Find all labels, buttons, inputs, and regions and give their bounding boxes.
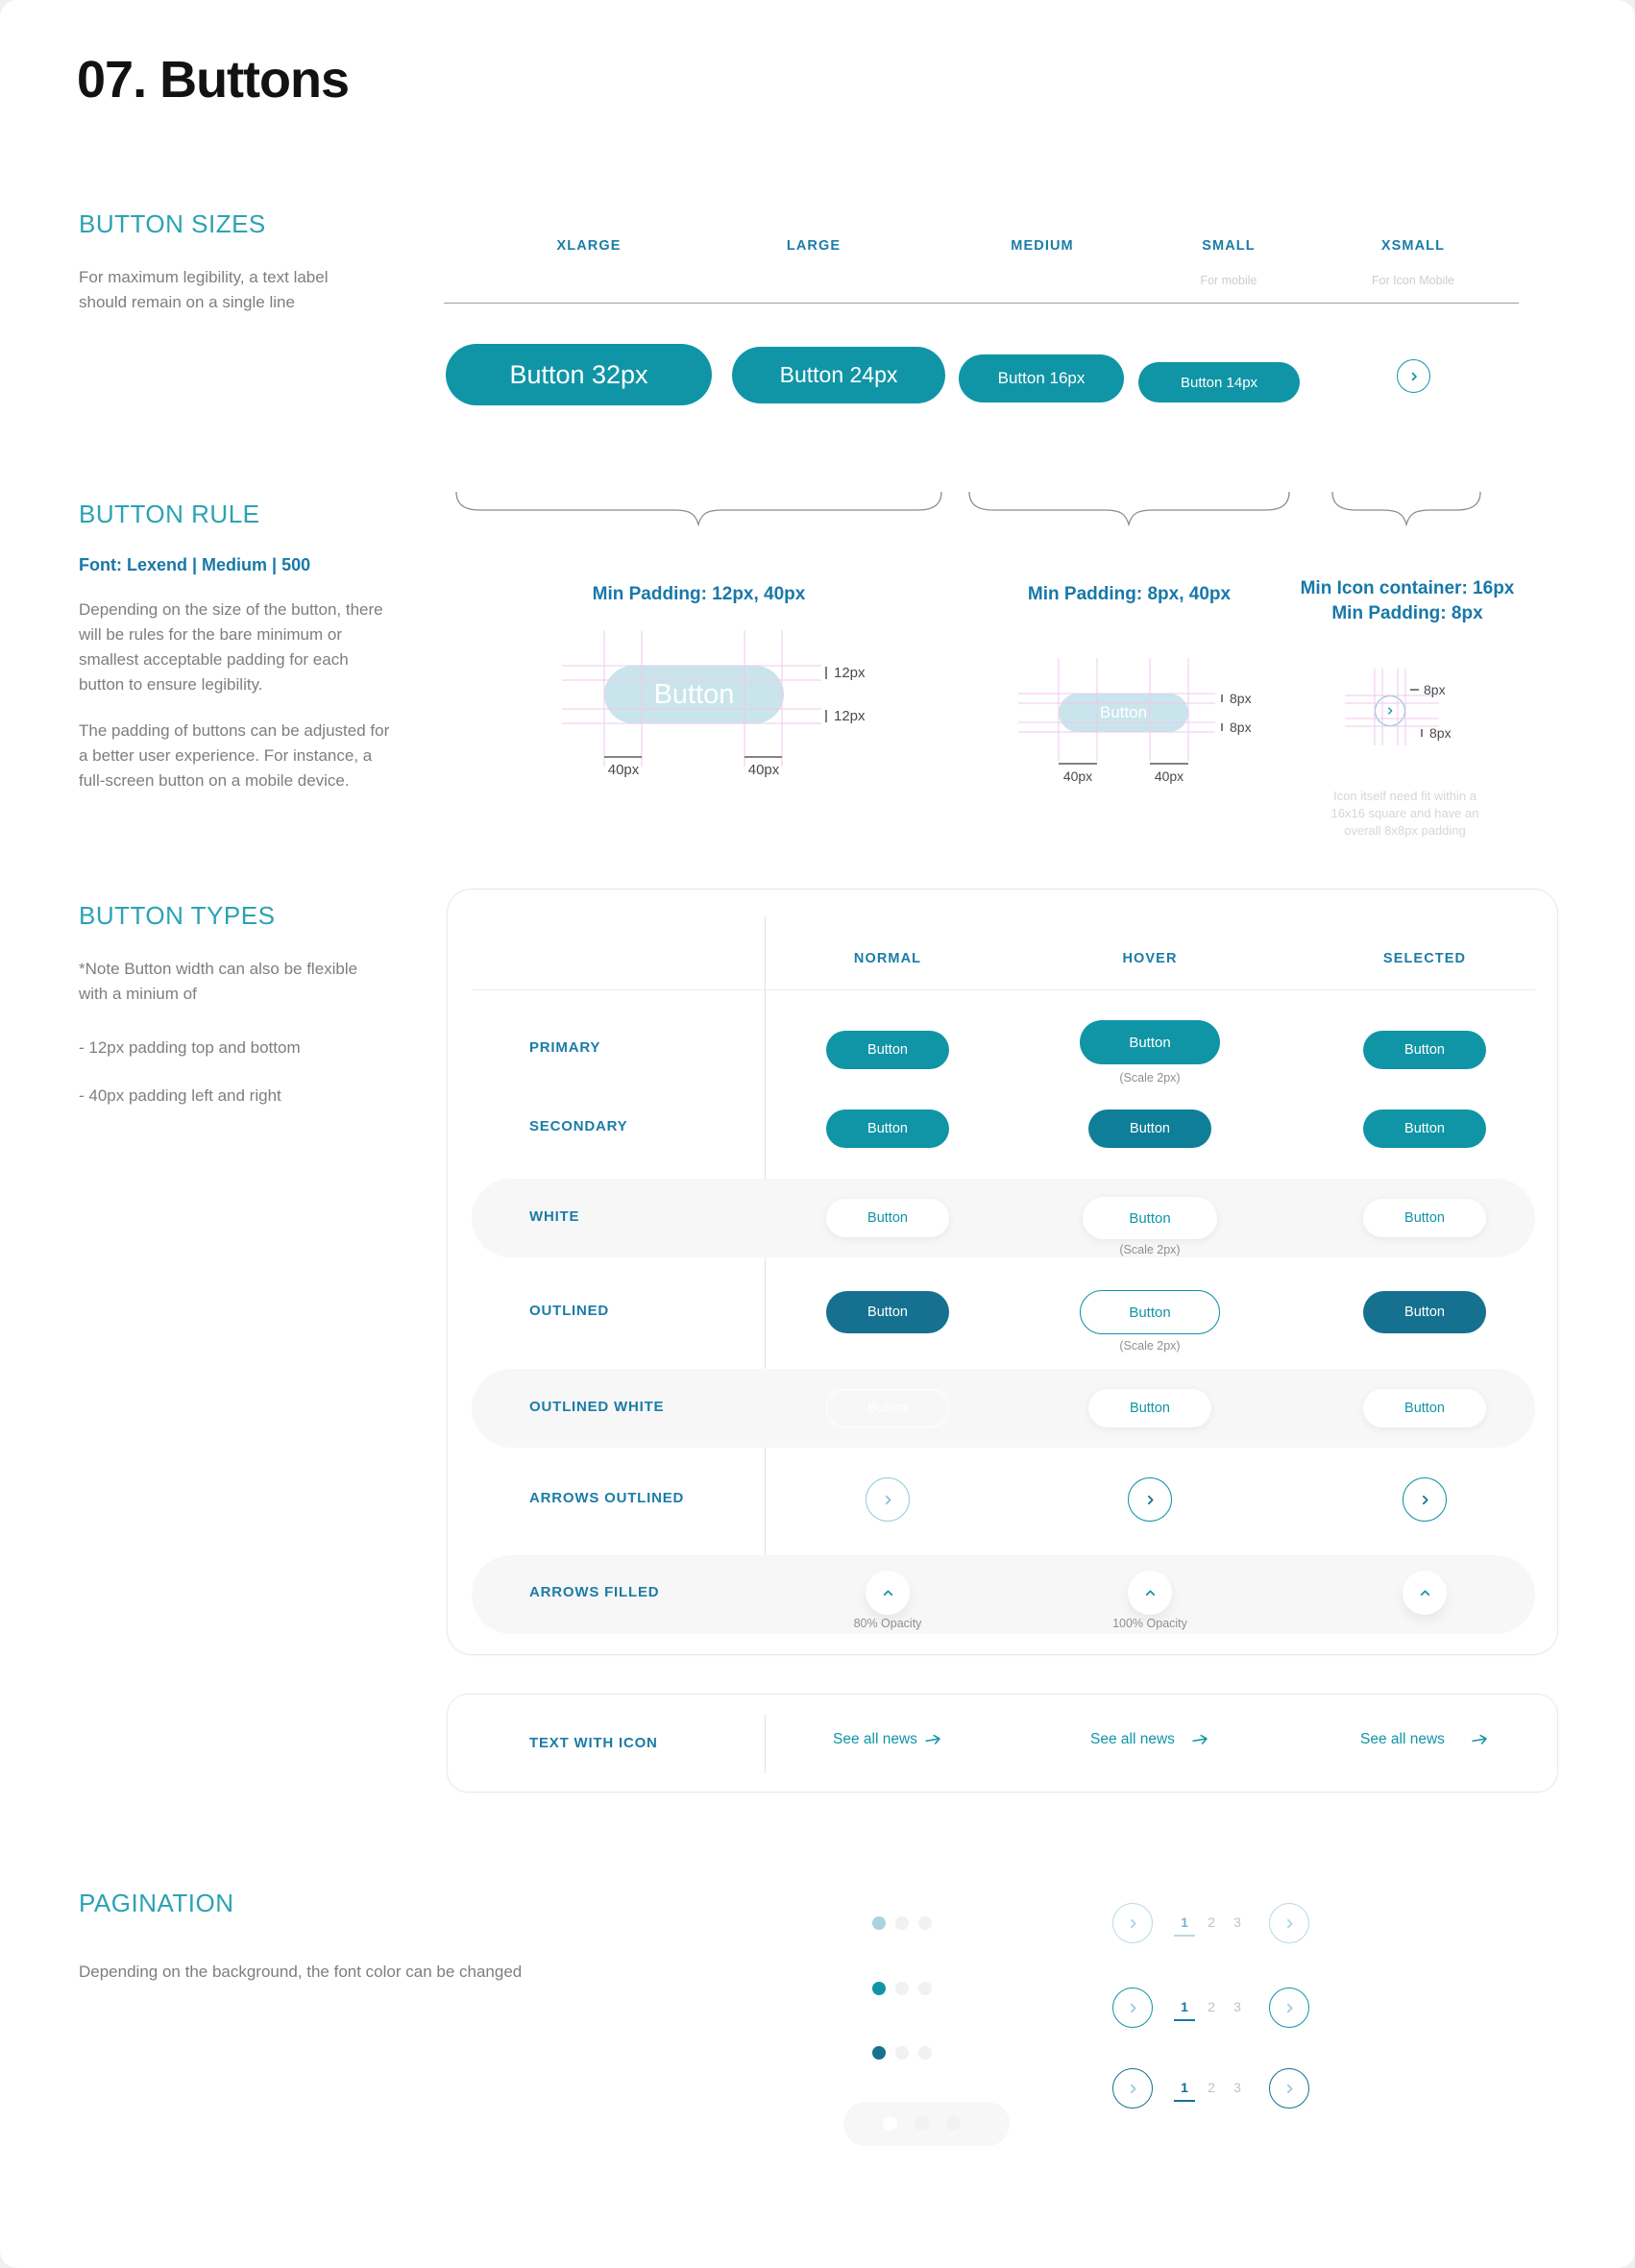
pagination-description: Depending on the background, the font color can be changed <box>79 1963 523 1981</box>
chevron-right-icon <box>1283 2083 1296 2095</box>
dot[interactable] <box>895 1916 909 1930</box>
size-column-small: SMALL <box>1202 238 1256 254</box>
padding-diagram-xlarge <box>548 622 874 791</box>
button-types-note: *Note Button width can also be flexible with a minium of <box>79 960 358 1003</box>
arrow-filled-selected-button[interactable] <box>1403 1571 1447 1615</box>
arrow-right-icon <box>1471 1732 1490 1748</box>
panel-column-divider <box>765 1714 766 1773</box>
see-all-news-link-hover[interactable]: See all news <box>1054 1731 1246 1748</box>
size-caption-xsmall: For Icon Mobile <box>1371 274 1455 287</box>
diagram-3-title: Min Icon container: 16px Min Padding: 8px <box>1300 578 1515 623</box>
chevron-right-icon <box>1283 1917 1296 1930</box>
secondary-selected-button[interactable]: Button <box>1363 1110 1486 1148</box>
prev-page-button[interactable] <box>1112 1903 1153 1943</box>
dot[interactable] <box>895 1982 909 1995</box>
secondary-hover-button[interactable]: Button <box>1088 1110 1211 1148</box>
row-label-white: WHITE <box>529 1208 580 1225</box>
page-number-1[interactable]: 1 <box>1174 1999 1195 2021</box>
arrow-outlined-hover-button[interactable] <box>1128 1477 1172 1522</box>
page-number-1[interactable]: 1 <box>1174 2080 1195 2102</box>
section-heading-button-sizes: BUTTON SIZES <box>79 209 266 238</box>
row-label-outlined-white: OUTLINED WHITE <box>529 1399 665 1415</box>
button-types-bullet-1: - 12px padding top and bottom <box>79 1038 301 1057</box>
page-title: 07. Buttons <box>77 51 350 109</box>
dot-active[interactable] <box>872 1982 886 1995</box>
dot[interactable] <box>918 1982 932 1995</box>
button-types-panel <box>447 889 1558 1655</box>
padding-guides <box>1009 634 1287 788</box>
size-header-divider <box>444 303 1519 304</box>
pad-top-label: 12px <box>834 665 866 681</box>
arrows-filled-opacity-80-caption: 80% Opacity <box>853 1617 922 1630</box>
padding-guides <box>1326 651 1527 771</box>
outlined-hover-caption: (Scale 2px) <box>1119 1339 1181 1353</box>
panel-column-divider <box>765 916 766 1627</box>
primary-selected-button[interactable]: Button <box>1363 1031 1486 1069</box>
icon-pad-top-label: 8px <box>1424 682 1446 697</box>
arrow-outlined-normal-button[interactable] <box>866 1477 910 1522</box>
dot[interactable] <box>918 1916 932 1930</box>
chevron-right-icon <box>1408 371 1420 382</box>
arrows-filled-opacity-100-caption: 100% Opacity <box>1112 1617 1187 1630</box>
pad-bottom-label: 12px <box>834 708 866 724</box>
brace-xlarge-large <box>455 492 942 530</box>
button-xlarge[interactable]: Button 32px <box>446 344 712 405</box>
chevron-up-icon <box>1144 1587 1157 1599</box>
prev-page-button[interactable] <box>1112 2068 1153 2109</box>
next-page-button[interactable] <box>1269 2068 1309 2109</box>
dot-active[interactable] <box>872 2046 886 2060</box>
arrow-outlined-selected-button[interactable] <box>1403 1477 1447 1522</box>
chevron-right-icon <box>1144 1494 1157 1506</box>
white-normal-button[interactable]: Button <box>826 1199 949 1237</box>
row-label-arrows-filled: ARROWS FILLED <box>529 1584 660 1600</box>
button-large[interactable]: Button 24px <box>732 347 945 403</box>
outlined-white-normal-button[interactable]: Button <box>826 1389 949 1427</box>
button-rule-paragraph-1: Depending on the size of the button, there will be rules for the bare minimum or smallest acceptable padding for each button to ensure legibility. <box>79 600 383 694</box>
chevron-right-icon <box>1419 1494 1431 1506</box>
button-types-bullet-2: - 40px padding left and right <box>79 1086 281 1105</box>
see-all-news-link-selected[interactable]: See all news <box>1329 1731 1521 1748</box>
icon-pad-right-label: 8px <box>1429 725 1452 741</box>
page-number-2[interactable]: 2 <box>1208 1914 1215 1930</box>
dot[interactable] <box>918 2046 932 2060</box>
row-label-text-with-icon: TEXT WITH ICON <box>529 1735 658 1751</box>
dot-pagination-teal <box>872 1982 941 2000</box>
padding-diagram-icon <box>1326 651 1527 771</box>
pad-top-label: 8px <box>1230 691 1252 706</box>
state-column-hover: HOVER <box>1122 951 1178 966</box>
pad-left-label: 40px <box>1062 768 1093 784</box>
size-column-xsmall: XSMALL <box>1380 238 1446 254</box>
state-column-selected: SELECTED <box>1382 951 1467 966</box>
row-label-primary: PRIMARY <box>529 1039 601 1056</box>
primary-normal-button[interactable]: Button <box>826 1031 949 1069</box>
size-column-medium: MEDIUM <box>1011 238 1074 254</box>
dot[interactable] <box>946 2116 961 2131</box>
button-medium[interactable]: Button 16px <box>959 354 1124 402</box>
see-all-news-link-normal[interactable]: See all news <box>792 1731 984 1748</box>
arrow-filled-hover-button[interactable] <box>1128 1571 1172 1615</box>
dot[interactable] <box>915 2116 929 2131</box>
font-spec-line: Font: Lexend | Medium | 500 <box>79 555 311 574</box>
section-heading-pagination: PAGINATION <box>79 1889 234 1917</box>
padding-diagram-medium <box>1009 634 1287 788</box>
page-number-2[interactable]: 2 <box>1208 2080 1215 2095</box>
section-heading-button-types: BUTTON TYPES <box>79 901 276 930</box>
text-with-icon-panel <box>447 1694 1558 1792</box>
dot-active[interactable] <box>883 2116 897 2131</box>
icon-diagram-note: Icon itself need fit within a 16x16 square and have an overall 8x8px padding <box>1330 789 1479 838</box>
size-column-xlarge: XLARGE <box>556 238 622 254</box>
panel-header-divider <box>472 989 1535 990</box>
outlined-selected-button[interactable]: Button <box>1363 1291 1486 1333</box>
page-number-1[interactable]: 1 <box>1174 1914 1195 1937</box>
pad-right-label: 40px <box>747 762 780 778</box>
button-xsmall-icon[interactable] <box>1397 359 1430 393</box>
padding-guides <box>548 622 874 791</box>
arrow-right-icon <box>1191 1732 1210 1748</box>
dot-pagination-light <box>872 1916 941 1935</box>
chevron-right-icon <box>882 1494 894 1506</box>
brace-medium-small <box>968 492 1290 530</box>
page-number-3[interactable]: 3 <box>1233 1999 1241 2014</box>
page-number-3[interactable]: 3 <box>1233 2080 1241 2095</box>
button-rule-paragraph-2: The padding of buttons can be adjusted for a better user experience. For instance, a full-screen button on a mobile device. <box>79 721 390 790</box>
page-number-2[interactable]: 2 <box>1208 1999 1215 2014</box>
diagram-2-title: Min Padding: 8px, 40px <box>1027 584 1232 604</box>
primary-hover-button[interactable]: Button <box>1080 1020 1220 1064</box>
primary-hover-caption: (Scale 2px) <box>1119 1071 1181 1085</box>
white-selected-button[interactable]: Button <box>1363 1199 1486 1237</box>
white-hover-caption: (Scale 2px) <box>1119 1243 1181 1256</box>
state-column-normal: NORMAL <box>853 951 922 966</box>
outlined-hover-button[interactable]: Button <box>1080 1290 1220 1334</box>
pad-right-label: 40px <box>1154 768 1184 784</box>
page-number-3[interactable]: 3 <box>1233 1914 1241 1930</box>
pad-bottom-label: 8px <box>1230 719 1252 735</box>
outlined-white-hover-button[interactable]: Button <box>1088 1389 1211 1427</box>
dot[interactable] <box>895 2046 909 2060</box>
size-caption-small: For mobile <box>1200 274 1257 287</box>
prev-page-button[interactable] <box>1112 1988 1153 2028</box>
demo-button: Button <box>604 666 784 723</box>
chevron-right-icon <box>1127 2083 1139 2095</box>
secondary-normal-button[interactable]: Button <box>826 1110 949 1148</box>
white-hover-button[interactable]: Button <box>1083 1197 1217 1239</box>
button-sizes-description: For maximum legibility, a text label should remain on a single line <box>79 268 329 311</box>
pad-left-label: 40px <box>607 762 640 778</box>
row-label-arrows-outlined: ARROWS OUTLINED <box>529 1490 685 1506</box>
button-small[interactable]: Button 14px <box>1138 362 1300 402</box>
chevron-right-icon <box>1127 1917 1139 1930</box>
row-label-secondary: SECONDARY <box>529 1118 628 1134</box>
chevron-up-icon <box>882 1587 894 1599</box>
next-page-button[interactable] <box>1269 1903 1309 1943</box>
chevron-right-icon <box>1127 2002 1139 2014</box>
chevron-right-icon <box>1283 2002 1296 2014</box>
chevron-up-icon <box>1419 1587 1431 1599</box>
outlined-white-selected-button[interactable]: Button <box>1363 1389 1486 1427</box>
row-label-outlined: OUTLINED <box>529 1303 610 1319</box>
brace-xsmall <box>1331 492 1481 530</box>
dot-pagination-on-band <box>843 2102 1010 2146</box>
arrow-right-icon <box>924 1732 943 1748</box>
section-heading-button-rule: BUTTON RULE <box>79 500 260 528</box>
demo-button: Button <box>1059 694 1188 732</box>
size-column-large: LARGE <box>786 238 842 254</box>
dot-pagination-dark <box>872 2046 941 2064</box>
arrow-filled-normal-button[interactable] <box>866 1571 910 1615</box>
diagram-1-title: Min Padding: 12px, 40px <box>592 584 806 604</box>
next-page-button[interactable] <box>1269 1988 1309 2028</box>
outlined-normal-button[interactable]: Button <box>826 1291 949 1333</box>
dot-active[interactable] <box>872 1916 886 1930</box>
